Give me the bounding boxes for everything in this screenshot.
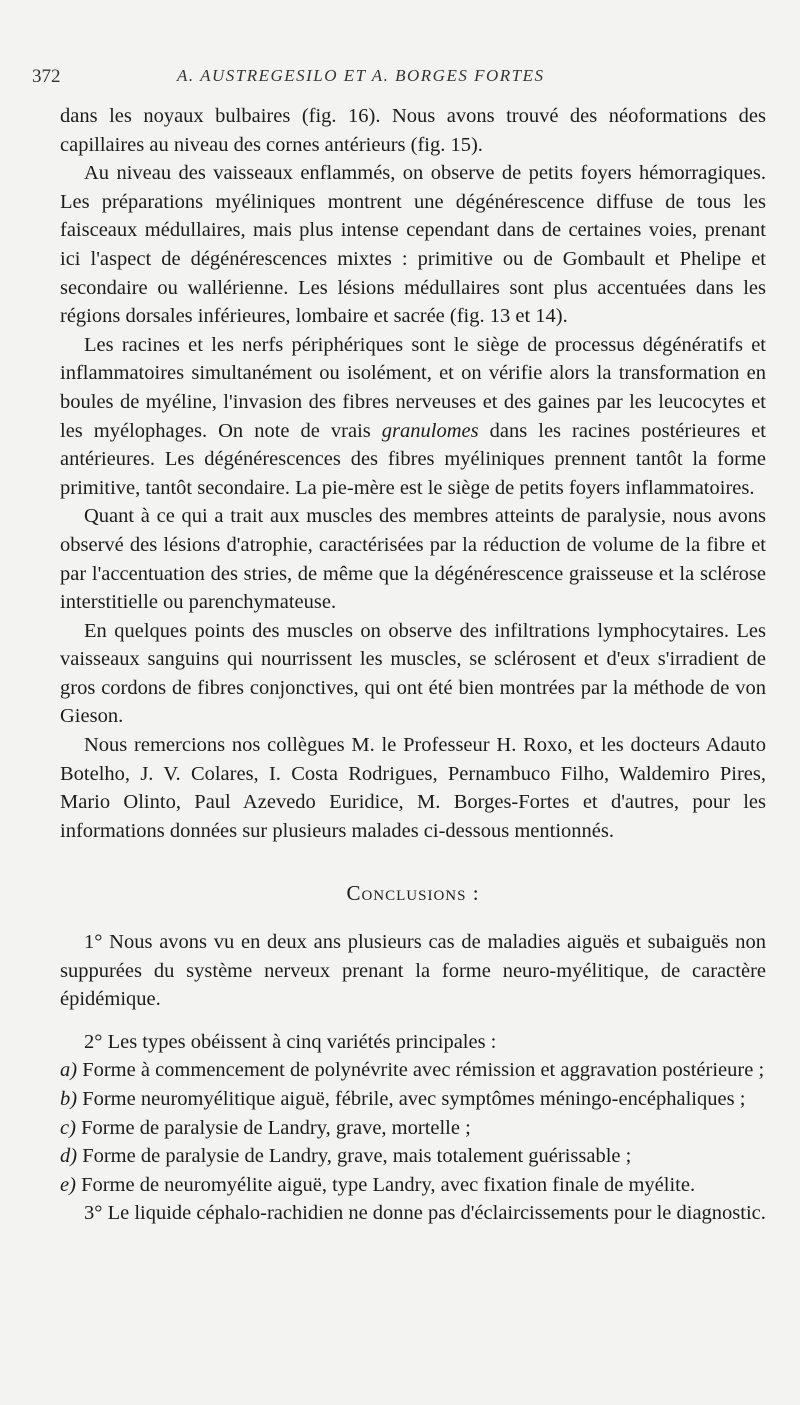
list-text: Forme à commencement de polynévrite avec rémission et aggravation postérieure ;: [82, 1059, 765, 1082]
section-heading: Conclusions :: [346, 881, 480, 906]
list-text: Forme de paralysie de Landry, grave, mortelle ;: [81, 1116, 471, 1139]
paragraph-text: dans les racines postérieures et antérieures. Les dégénérescences des fibres myéliniques prennent tantôt la forme primitive, tantôt secondaire. La pie-mère est le siège de petits foyers inflammatoires.: [60, 419, 766, 499]
italic-term: granulomes: [381, 419, 479, 442]
list-item: [60, 1085, 766, 1114]
list-letter: c): [60, 1116, 76, 1139]
conclusion-2: 2° Les types obéissent à cinq variétés principales :: [84, 1030, 497, 1053]
paragraph: [60, 331, 766, 503]
list-text: Forme neuromyélitique aiguë, fébrile, avec symptômes méningo-encéphaliques ;: [82, 1088, 746, 1110]
paragraph: Nous remercions nos collègues M. le Professeur H. Roxo, et les docteurs Adauto Botelho, J. V. Colares, I. Costa Rodrigues, Pernambuco Filho, Waldemiro Pires, Mario Olinto, Paul Azevedo Euridice, M. Borges-Fortes et d'autres, pour les informations données sur plusieurs malades ci-dessous mentionnés.: [60, 734, 766, 842]
conclusion-1: 1° Nous avons vu en deux ans plusieurs cas de maladies aiguës et subaiguës non suppurées du système nerveux prenant la forme neuro-myélitique, de caractère épidémique.: [60, 931, 766, 1011]
list-letter: a): [60, 1059, 78, 1082]
list-item: [60, 1142, 766, 1171]
paragraph-text: Les racines et les nerfs périphériques sont le siège de processus dégénératifs et inflammatoires simultanément ou isolément, et on vérifie alors la transformation en boules de myéline, l'invasion des fibres nerveuses et des gaines par les leucocytes et les myélophages. On note de vrais: [60, 333, 766, 442]
running-head-authors: A. AUSTREGESILO ET A. BORGES FORTES: [177, 66, 545, 85]
list-letter: e): [60, 1173, 76, 1196]
list-letter: d): [60, 1145, 78, 1168]
page-number: 372: [32, 66, 61, 87]
list-letter: b): [60, 1088, 78, 1110]
list-text: Forme de paralysie de Landry, grave, mais totalement guérissable ;: [82, 1145, 632, 1168]
list-item: [60, 1056, 766, 1085]
paragraph: En quelques points des muscles on observe des infiltrations lymphocytaires. Les vaisseaux sanguins qui nourrissent les muscles, se sclérosent et d'eux s'irradient de gros cordons de fibres conjonctives, qui ont été bien montrées par la méthode de von Gieson.: [60, 619, 766, 728]
paragraph: Au niveau des vaisseaux enflammés, on observe de petits foyers hémorragiques. Les préparations myéliniques montrent une dégénérescence diffuse de tous les faisceaux médullaires, mais plus intense cependant dans de certaines voies, prenant ici l'aspect de dégénérescences mixtes : primitive ou de Gombault et Phelipe et secondaire ou wallérienne. Les lésions médullaires sont plus accentuées dans les régions dorsales inférieures, lombaire et sacrée (fig. 13 et 14).: [60, 162, 766, 328]
paragraph: dans les noyaux bulbaires (fig. 16). Nous avons trouvé des néoformations des capillaires au niveau des cornes antérieurs (fig. 15).: [60, 105, 766, 156]
conclusion-3: 3° Le liquide céphalo-rachidien ne donne pas d'éclaircissements pour le diagnostic.: [84, 1202, 766, 1225]
list-text: Forme de neuromyélite aiguë, type Landry, avec fixation finale de myélite.: [81, 1173, 696, 1196]
body-text: [60, 102, 766, 1228]
list-item: [60, 1114, 766, 1143]
paragraph: Quant à ce qui a trait aux muscles des membres atteints de paralysie, nous avons observé des lésions d'atrophie, caractérisées par la réduction de volume de la fibre et par l'accentuation des stries, de même que la dégénérescence graisseuse et la sclérose interstitielle ou parenchymateuse.: [60, 505, 766, 614]
list-item: [60, 1171, 766, 1200]
